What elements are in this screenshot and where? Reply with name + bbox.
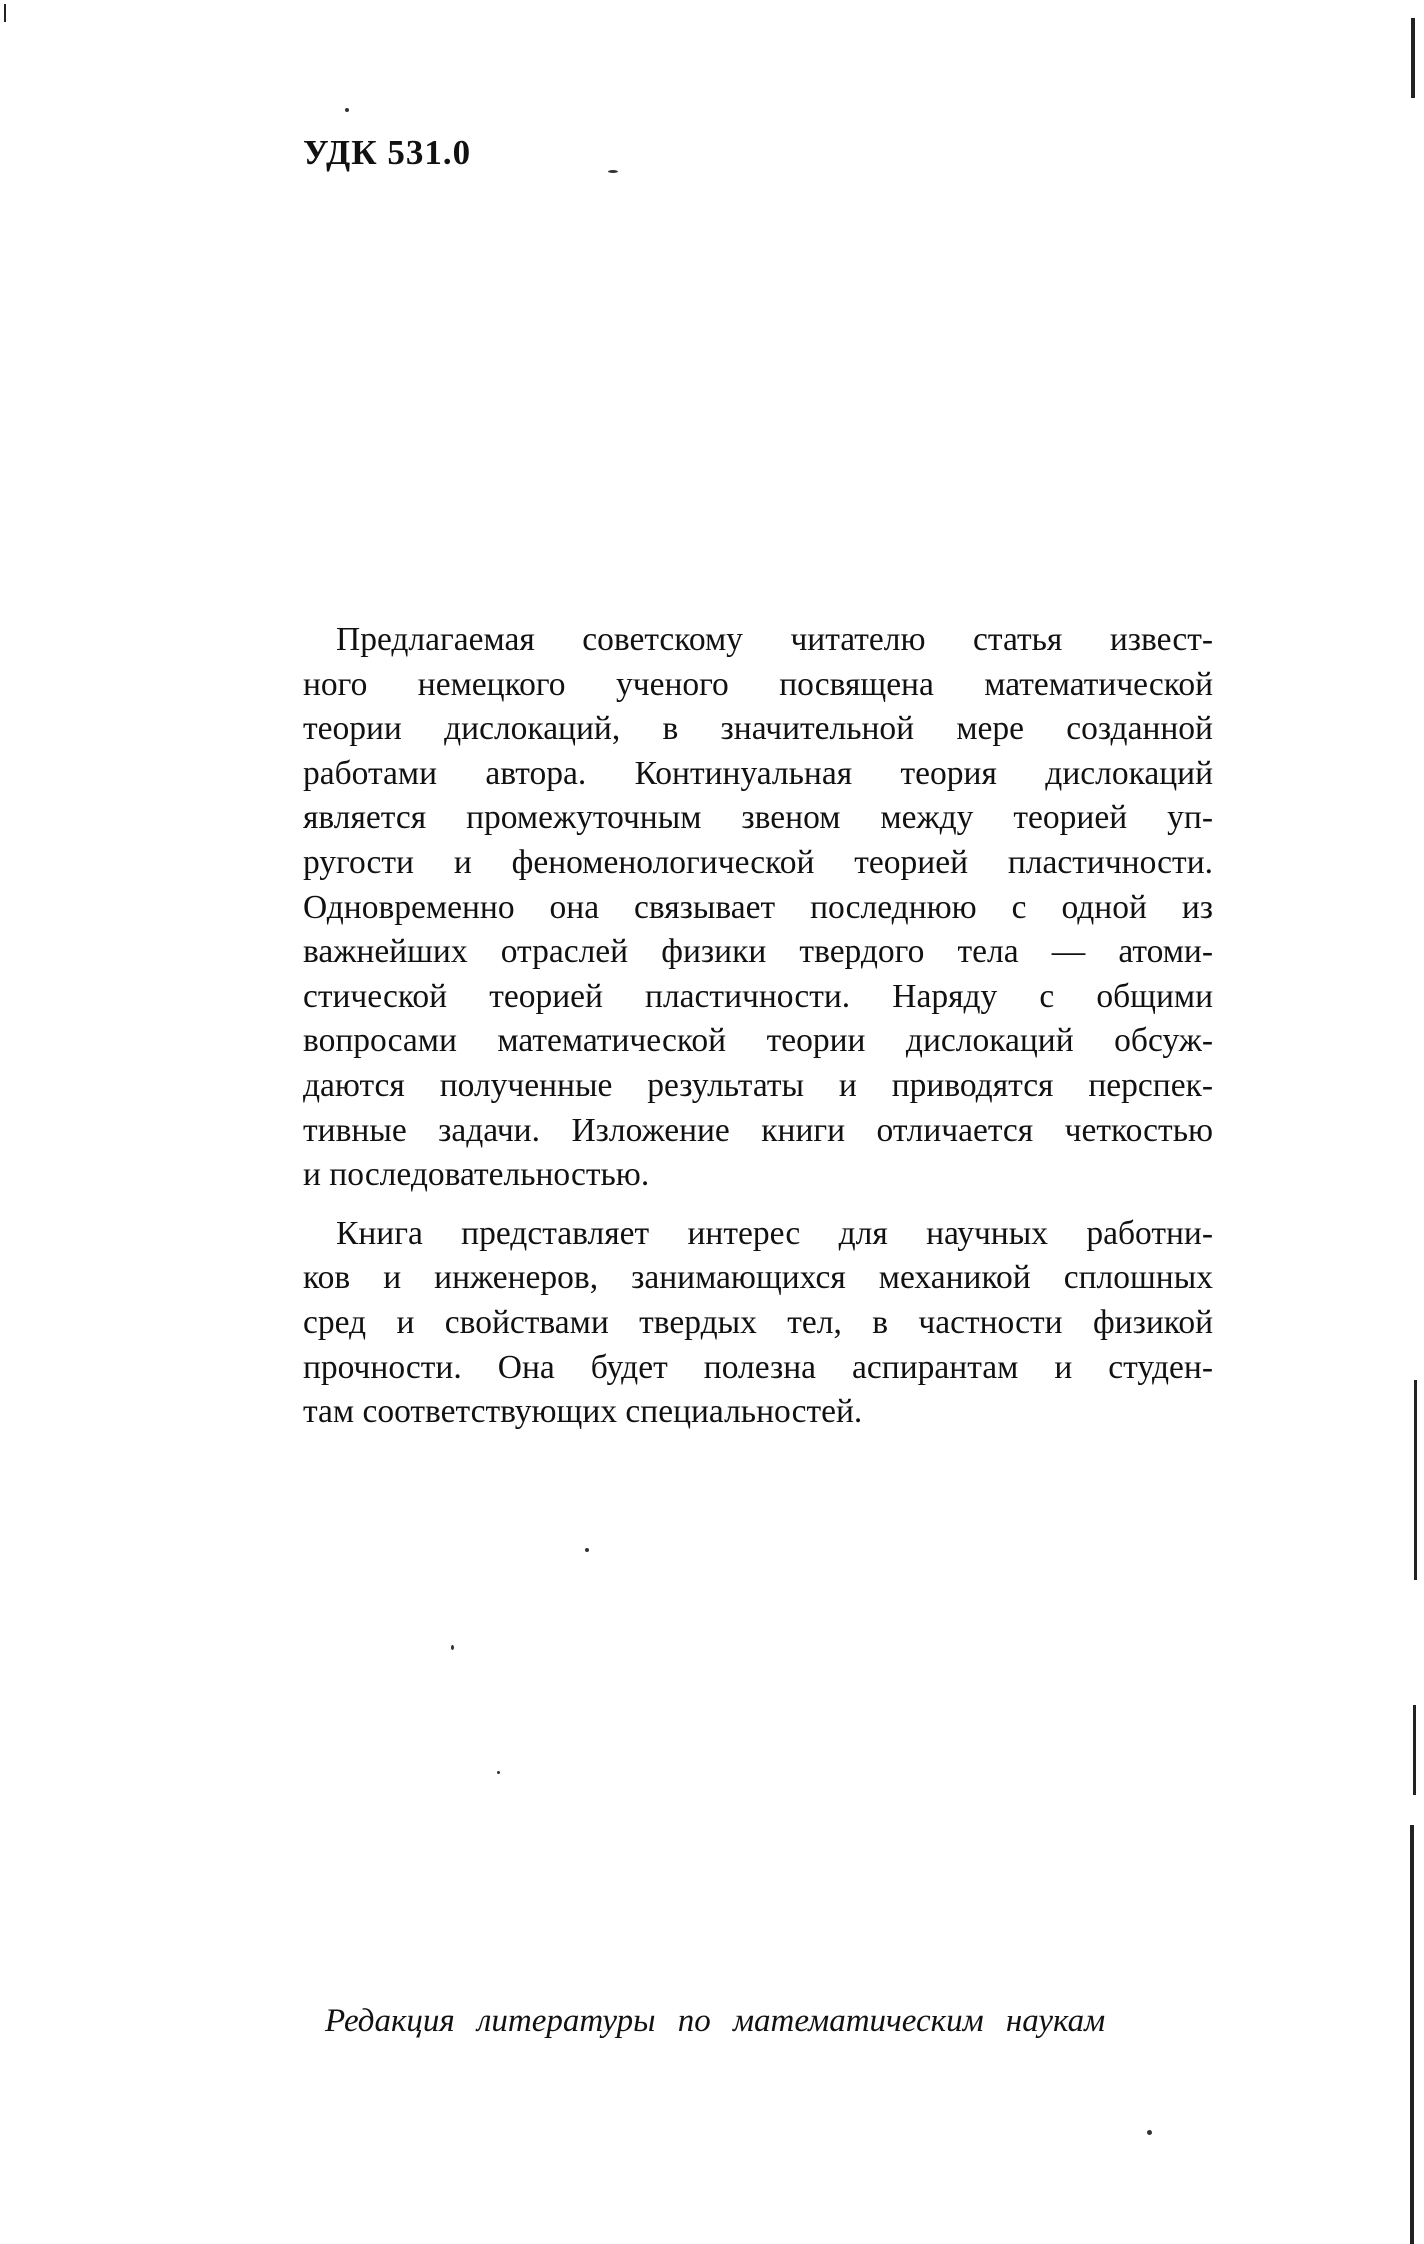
scan-edge-mark	[1410, 1825, 1414, 2244]
text-line: прочности. Она будет полезна аспирантам и студен-	[303, 1348, 1213, 1386]
text-line: там соответствующих специальностей.	[303, 1393, 863, 1431]
scan-speck	[497, 1771, 500, 1774]
scan-edge-mark	[1414, 1380, 1417, 1580]
udk-code: УДК 531.0	[303, 133, 472, 172]
text-line: и последовательностью.	[303, 1156, 650, 1194]
text-line: Предлагаемая советскому читателю статья извест-	[336, 621, 1213, 658]
scan-speck	[345, 108, 349, 112]
text-line: Книга представляет интерес для научных работни-	[336, 1214, 1213, 1252]
text-line: работами автора. Континуальная теория дислокаций	[303, 754, 1213, 792]
scan-edge-mark	[4, 4, 6, 22]
text-line: теории дислокаций, в значительной мере созданной	[303, 710, 1213, 748]
text-line: Одновременно она связывает последнюю с одной из	[303, 888, 1213, 926]
scan-speck	[451, 1645, 454, 1650]
scan-speck	[1147, 2130, 1152, 2135]
text-line: ков и инженеров, занимающихся механикой сплошных	[303, 1259, 1213, 1297]
scan-speck	[585, 1548, 589, 1552]
annotation-paragraph-2	[303, 1212, 1213, 1435]
text-line: сред и свойствами твердых тел, в частности физикой	[303, 1303, 1213, 1341]
text-line: является промежуточным звеном между теорией уп-	[303, 799, 1213, 837]
text-line: тивные задачи. Изложение книги отличается четкостью	[303, 1111, 1213, 1149]
scan-edge-mark	[1411, 18, 1415, 98]
annotation	[303, 618, 1213, 1435]
text-line: стической теорией пластичности. Наряду с общими	[303, 977, 1213, 1015]
text-line: ного немецкого ученого посвящена математической	[303, 665, 1213, 703]
scan-edge-mark	[1413, 1705, 1416, 1795]
editorial-office: Редакция литературы по математическим наукам	[325, 2003, 1106, 2039]
text-line: вопросами математической теории дислокаций обсуж-	[303, 1022, 1213, 1060]
text-line: даются полученные результаты и приводятся перспек-	[303, 1066, 1213, 1104]
text-line: ругости и феноменологической теорией пластичности.	[303, 843, 1213, 881]
annotation-paragraph-1	[303, 618, 1213, 1198]
scan-speck	[608, 170, 618, 173]
text-line: важнейших отраслей физики твердого тела — атоми-	[303, 933, 1213, 971]
